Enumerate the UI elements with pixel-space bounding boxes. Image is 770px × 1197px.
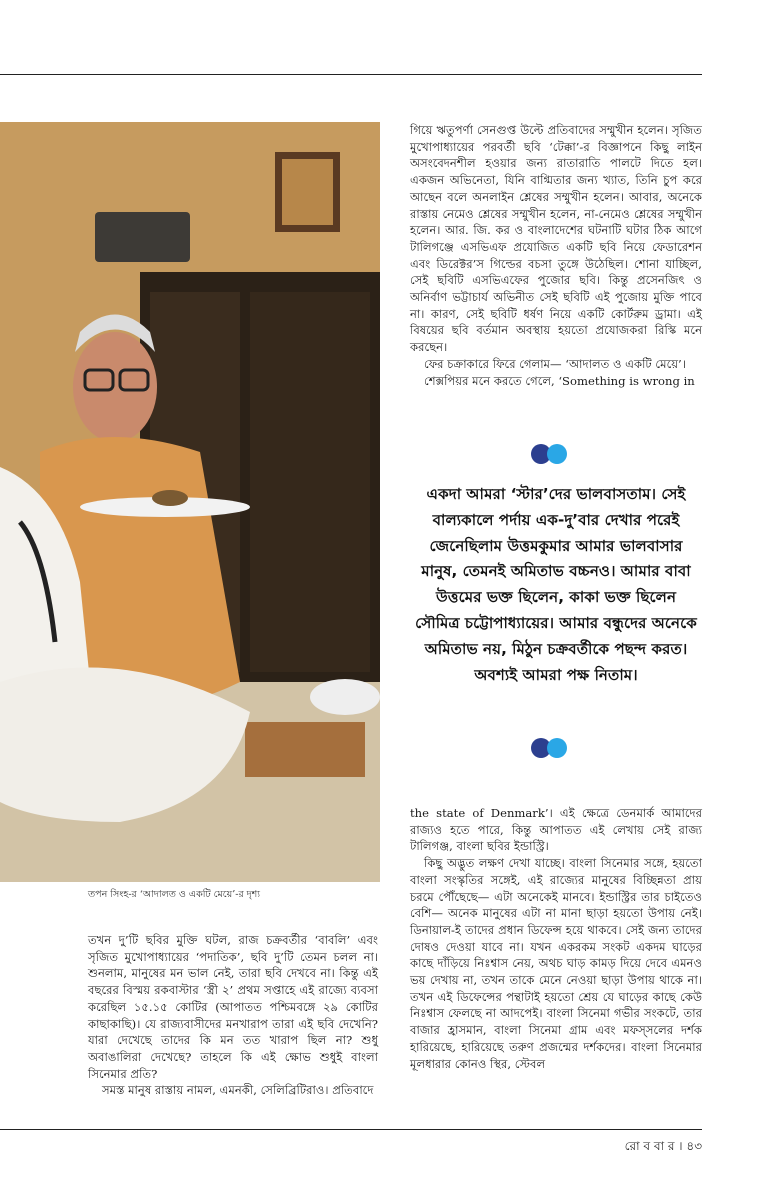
paragraph: তখন দু’টি ছবির মুক্তি ঘটল, রাজ চক্রবর্তীর ‘বাবলি’ এবং সৃজিত মুখোপাধ্যায়ের ‘পদাতিক’, ছবি দু’টি তেমন চলল না। শুনলাম, মানুষের মন ভাল নেই, তারা ছবি দেখবে না। কিন্তু এই বছরের বিস্ময় রকবাস্টার ‘স্ত্রী ২’ প্রথম সপ্তাহে এই রাজ্যে ব্যবসা করেছিল ১৫.১৫ কোটির (আপাতত পশ্চিমবঙ্গে ২৯ কোটির কাছাকাছি)। যে রাজ্যবাসীদের মনখারাপ তারা এই ছবি দেখেনি? যারা দেখেছে তাদের কি মন তত খারাপ ছিল না? শুধু অবাঙালিরা দেখেছে? তাহলে কি এই ক্ষোভ শুধুই বাংলা সিনেমার প্রতি? [88,933,378,1081]
article-column-right-bottom [410,805,702,1072]
paragraph: the state of Denmark’। এই ক্ষেত্রে ডেনমার্ক আমাদের রাজ্যও হতে পারে, কিন্তু আপাতত এই লেখায় সেই রাজ্য টালিগঞ্জ, বাংলা ছবির ইন্ডাস্ট্রি। [410,806,702,854]
paragraph: ফের চক্রাকারে ফিরে গেলাম— ‘আদালত ও একটি মেয়ে’। [424,356,686,371]
page-footer: রো ব বা র । ৪৩ [624,1139,702,1153]
paragraph: শেক্সপিয়র মনে করতে গেলে, ‘Something is wrong in [424,373,695,388]
pull-quote [415,482,697,688]
film-still-photo [0,122,380,882]
article-column-right-top [410,122,702,389]
paragraph: গিয়ে ঋতুপর্ণা সেনগুপ্ত উল্টে প্রতিবাদের সম্মুখীন হলেন। সৃজিত মুখোপাধ্যায়ের পরবর্তী ছবি ‘টেক্কা’-র বিজ্ঞাপনে কিছু লাইন অসংবেদনশীল হওয়ার জন্য রাতারাতি পালটে দিতে হল। একজন অভিনেতা, যিনি বাগ্মিতার জন্য খ্যাত, তিনি চুপ করে আছেন বলে অনলাইন শ্লেষের সম্মুখীন হলেন। আবার, অনেকে রাস্তায় নেমেও শ্লেষের সম্মুখীন হলেন, না-নেমেও শ্লেষের সম্মুখীন হলেন। আর. জি. কর ও বাংলাদেশের ঘটনাটি ঘটার ঠিক আগে টালিগঞ্জে এসভিএফ প্রযোজিত একটি ছবি নিয়ে ফেডারেশন এবং ডিরেক্টর’স গিল্ডের বচসা তুঙ্গে উঠেছিল। শোনা যাচ্ছিল, সেই ছবিটি এসভিএফের পুজোর ছবি। কিন্তু প্রসেনজিৎ ও অনির্বাণ ভট্টাচার্য অভিনীত সেই ছবিটি এই পুজোয় মুক্তি পাবে না। কারণ, সেই ছবিটি ধর্ষণ নিয়ে একটি কোর্টরুম ড্রামা। এই বিষয়ের ছবি বর্তমান অবস্থায় হয়তো প্রযোজকরা রিস্কি মনে করছেন। [410,123,702,355]
top-rule [0,74,702,75]
pull-quote-text: একদা আমরা ‘স্টার’দের ভালবাসতাম। সেই বাল্যকালে পর্দায় এক-দু’বার দেখার পরেই জেনেছিলাম উত্তমকুমার আমার ভালবাসার মানুষ, তেমনই অমিতাভ বচ্চনও। আমার বাবা উত্তমের ভক্ত ছিলেন, কাকা ভক্ত ছিলেন সৌমিত্র চট্টোপাধ্যায়ের। আমার বন্ধুদের অনেকে অমিতাভ নয়, মিঠুন চক্রবর্তীকে পছন্দ করত। অবশ্যই আমরা পক্ষ নিতাম। [415,485,697,684]
bottom-rule [0,1129,702,1130]
dot-light-blue [547,444,567,464]
separator-dots-top [531,444,571,464]
dot-light-blue [547,738,567,758]
film-still-illustration [0,122,380,882]
photo-caption: তপন সিংহ-র ‘আদালত ও একটি মেয়ে’-র দৃশ্য [88,889,261,900]
paragraph: সমস্ত মানুষ রাস্তায় নামল, এমনকী, সেলিব্রিটিরাও। প্রতিবাদে [102,1083,374,1098]
separator-dots-bottom [531,738,571,758]
article-column-left-bottom [88,932,378,1099]
paragraph: কিছু অদ্ভুত লক্ষণ দেখা যাচ্ছে। বাংলা সিনেমার সঙ্গে, হয়তো বাংলা সংস্কৃতির সঙ্গেই, এই রাজ্যের মানুষের বিচ্ছিন্নতা প্রায় চরমে পৌঁছেছে— এটা অনেকেই মানবে। ইন্ডাস্ট্রির তার চাইতেও বেশি— অনেক মানুষের এটা না মানা ছাড়া হয়তো উপায় নেই। ডিনায়াল-ই তাদের প্রধান ডিফেন্স হয়ে থাকবে। সেই জন্য তাদের দোষও দেওয়া যাবে না। যখন একরকম সংকট একদম ঘাড়ের কাছে দাঁড়িয়ে নিঃশ্বাস নেয়, অথচ ঘাড় কামড় দিয়ে দেবে এমনও ভয় দেখায় না, তখন তাকে মেনে নেওয়া ছাড়া উপায় থাকে না। তখন এই ডিফেন্সের পন্থাটাই হয়তো শ্রেয় যে ঘাড়ের কাছে কেউ নিঃশ্বাস ফেলছে না আদপেই। বাংলা সিনেমা গভীর সংকটে, তার বাজার হ্রাসমান, বাংলা সিনেমা গ্রাম এবং মফস্‌সলের দর্শক হারিয়েছে, হারিয়েছে তরুণ প্রজন্মের দর্শকদের। বাংলা সিনেমার মূলধারার কোনও স্থির, স্টেবল [410,856,702,1071]
